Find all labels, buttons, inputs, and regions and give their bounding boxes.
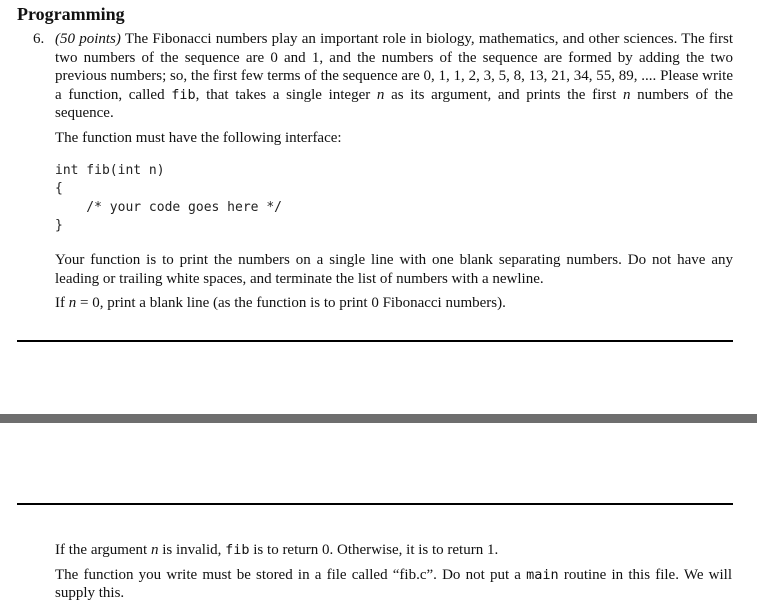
points-label: (50 points) [55, 31, 121, 47]
main-routine-name: main [526, 566, 559, 583]
print-requirements: Your function is to print the numbers on a single line with one blank separating numbers. Do not have any leading or trailing white spaces, and terminate the list of numbers with a newline. [55, 252, 733, 287]
section-title: Programming [17, 4, 125, 24]
invalid-a: If the argument [55, 542, 151, 558]
problem-6 [33, 30, 733, 313]
horizontal-rule [17, 503, 733, 505]
interface-label: The function must have the following interface: [55, 129, 342, 146]
code-interface: int fib(int n) { /* your code goes here */ } [55, 163, 282, 233]
intro-text-b: , that takes a single integer [195, 86, 377, 103]
variable-n: n [622, 86, 631, 103]
problem-statement [55, 30, 733, 123]
zero-case-a: If [55, 295, 69, 312]
file-storage-paragraph [55, 566, 732, 603]
intro-text-c: as its argument, and prints the first [384, 86, 623, 103]
zero-case-b: = 0, print a blank line (as the function is to print 0 Fibonacci numbers). [76, 295, 506, 312]
store-a: The function you write must be stored in a file called “fib.c”. Do not put a [55, 566, 527, 583]
intro-text-a: The Fibonacci numbers play an important role in biology, mathematics, and other sciences. The first two numbers of the sequence are 0 and 1, and the numbers of the sequence are formed by adding the two previous numbers; so, the first few terms of the sequence are 0, 1, 1, 2, 3, 5, 8, 13, 21, 34, 55, 89, .... Please write a function, called [55, 31, 733, 103]
function-name: fib [225, 542, 250, 558]
variable-n: n [68, 295, 77, 312]
function-name: fib [171, 86, 196, 103]
invalid-c: is to return 0. Otherwise, it is to return 1. [249, 542, 499, 558]
variable-n: n [376, 86, 385, 103]
intro-text-d: numbers of the sequence. [55, 86, 733, 121]
horizontal-rule [17, 340, 733, 342]
variable-n: n [150, 542, 159, 558]
invalid-b: is invalid, [158, 542, 226, 558]
continued-text [55, 541, 732, 603]
question-number: 6. [33, 31, 45, 47]
store-b: routine in this file. We will supply this. [55, 566, 732, 601]
page-break-bar [0, 414, 757, 423]
return-value-paragraph [55, 541, 732, 560]
zero-case [55, 294, 733, 313]
